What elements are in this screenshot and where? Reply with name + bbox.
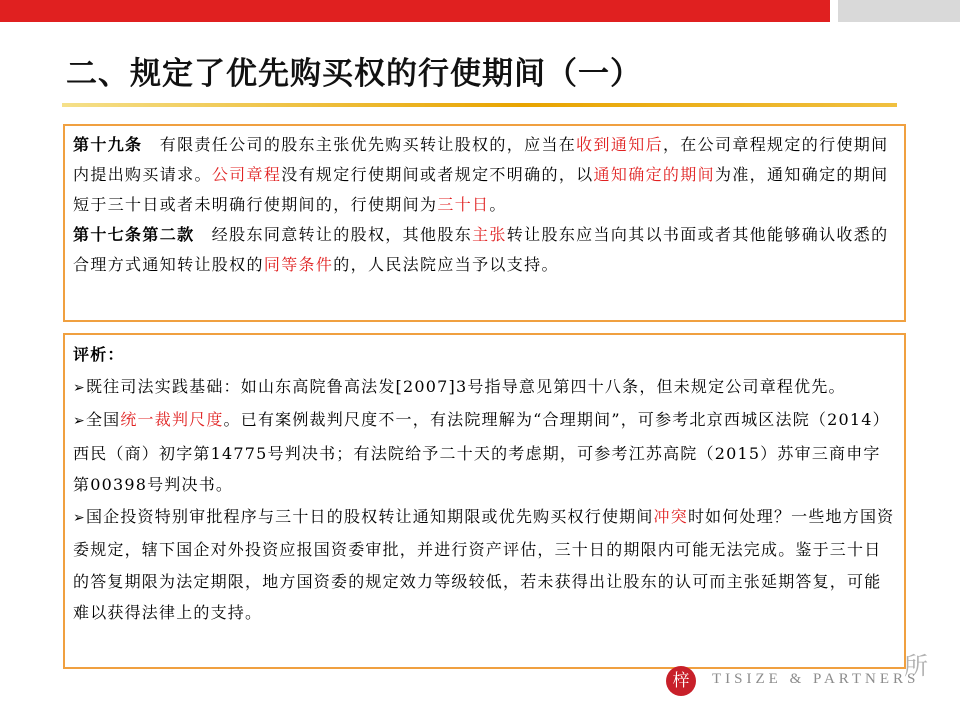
analysis-item-2 — [73, 404, 896, 501]
bullet-arrow-icon: ➢ — [73, 413, 86, 429]
highlight-receive-notice: 收到通知后 — [576, 135, 663, 154]
analysis-heading: 评析： — [73, 345, 125, 364]
analysis-item-1-text: 既往司法实践基础：如山东高院鲁高法发[2007]3号指导意见第四十八条，但未规定公司章程优先。 — [85, 376, 846, 396]
article-19-text-5: 。 — [489, 195, 507, 214]
slide-title: 二、规定了优先购买权的行使期间（一） — [66, 56, 642, 92]
analysis-item-3-text-1: 国企投资特别审批程序与三十日的股权转让通知期限或优先购买权行使期间 — [85, 506, 654, 526]
highlight-conflict: 冲突 — [653, 506, 688, 526]
analysis-item-1 — [73, 371, 896, 405]
article-19-text-2: ，在公司章程规定的行使期间内提出购买请求。 — [73, 135, 889, 184]
highlight-equal-conditions: 同等条件 — [263, 255, 334, 274]
highlight-unified-standard: 统一裁判尺度 — [120, 410, 224, 429]
article-17-text-2: 转让股东应当向其以书面或者其他能够确认收悉的合理方式通知转让股权的 — [73, 225, 889, 274]
article-19-text-3: 没有规定行使期间或者规定不明确的，以 — [281, 165, 594, 184]
analysis-item-3-text-2: 时如何处理？一些地方国资委规定，辖下国企对外投资应报国资委审批，并进行资产评估，三十日的期限内可能无法完成。鉴于三十日的答复期限为法定期限，地方国资委的规定效力等级较低，若未获得出让股东的认可而主张延期答复，可能难以获得法律上的支持。 — [73, 506, 895, 622]
analysis-item-2-text-2: 。已有案例裁判尺度不一，有法院理解为“合理期间”，可参考北京西城区法院（2014）西民（商）初字第14775号判决书；有法院给予二十天的考虑期，可参考江苏高院（2015）苏审三商申字第00398号判决书。 — [73, 410, 890, 494]
article-17-text-3: 的，人民法院应当予以支持。 — [333, 255, 559, 274]
bullet-arrow-icon: ➢ — [73, 509, 86, 526]
highlight-notice-period: 通知确定的期间 — [593, 165, 715, 184]
header-gray-bar — [838, 0, 960, 22]
statute-box — [63, 124, 906, 322]
article-19-label: 第十九条 — [73, 135, 143, 154]
article-19-paragraph — [73, 130, 896, 220]
bullet-arrow-icon: ➢ — [73, 379, 86, 396]
analysis-item-3 — [73, 501, 896, 629]
analysis-box — [63, 333, 906, 669]
firm-name-cn-partial: 所 — [904, 652, 928, 680]
highlight-thirty-days: 三十日 — [437, 195, 490, 214]
article-17-label: 第十七条第二款 — [73, 225, 195, 244]
article-19-text-4: 为准，通知确定的期间短于三十日或者未明确行使期间的，行使期间为 — [73, 165, 889, 214]
highlight-claim: 主张 — [472, 225, 507, 244]
article-17-text-1: 经股东同意转让的股权，其他股东 — [194, 225, 473, 244]
article-17-paragraph — [73, 220, 896, 280]
highlight-articles-of-association: 公司章程 — [211, 165, 282, 184]
firm-name-en: TISIZE & PARTNERS — [712, 671, 920, 687]
header-red-bar — [0, 0, 830, 22]
analysis-item-2-text-1: 全国 — [85, 410, 121, 429]
title-underline — [62, 103, 897, 107]
article-19-text-1: 有限责任公司的股东主张优先购买转让股权的，应当在 — [142, 135, 577, 154]
firm-seal-logo-icon: 梓 — [666, 666, 696, 696]
